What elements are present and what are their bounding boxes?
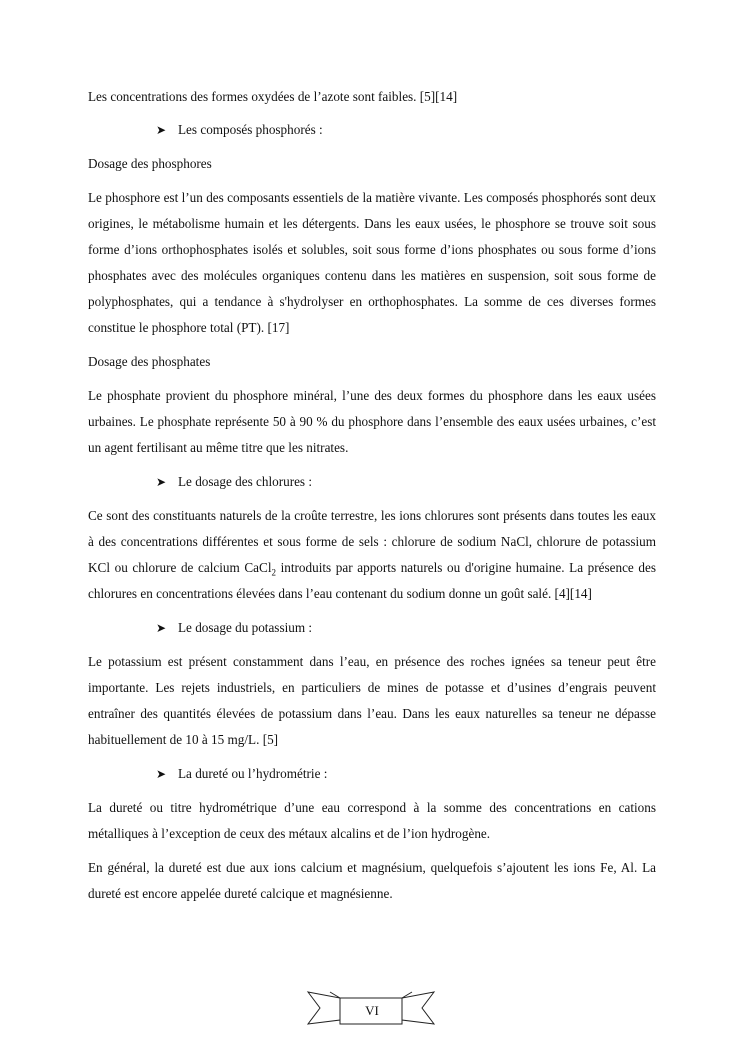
chlorures-subscript: 2 — [271, 567, 276, 578]
page-content — [88, 84, 656, 915]
page-footer — [306, 988, 436, 1028]
paragraph-phosphore: Le phosphore est l’un des composants essentiels de la matière vivante. Les composés phosphorés sont deux origines, le métabolisme humain et les détergents. Dans les eaux usées, le phosphore se trouve soit sous forme d’ions orthophosphates isolés et solubles, soit sous forme d’ions phosphates ou sous forme d’ions phosphates avec des molécules organiques contenu dans les matières en suspension, soit sous forme de polyphosphates, qui a tendance à s'hydrolyser en orthophosphates. La somme de ces diverses formes constitue le phosphore total (PT). [17] — [88, 190, 656, 335]
bullet-label: La dureté ou l’hydrométrie : — [178, 766, 328, 781]
heading-dosage-phosphores: Dosage des phosphores — [88, 156, 212, 171]
chlorures-text-a: Ce sont des constituants naturels de la croûte terrestre, les ions chlorures sont présents dans toutes les eaux à des concentrations différentes et sous forme de sels : chlorure de sodium NaCl, chlorure de potassium KCl ou chlorure de calcium CaCl — [88, 508, 656, 575]
arrow-bullet-icon: ➤ — [156, 123, 167, 137]
arrow-bullet-icon: ➤ — [156, 621, 167, 635]
bullet-potassium — [88, 615, 656, 641]
page-number: VI — [365, 1003, 379, 1018]
arrow-bullet-icon: ➤ — [156, 475, 167, 489]
bullet-chlorures — [88, 469, 656, 495]
heading-dosage-phosphates: Dosage des phosphates — [88, 354, 211, 369]
paragraph-durete: La dureté ou titre hydrométrique d’une eau correspond à la somme des concentrations en cations métalliques à l’exception de ceux des métaux alcalins et de l’ion hydrogène. — [88, 800, 656, 841]
bullet-durete — [88, 761, 656, 787]
chlorures-text-b: introduits par apports naturels ou d'origine humaine. La présence des chlorures en concentrations élevées dans l’eau contenant du sodium donne un goût salé. [4][14] — [88, 560, 656, 601]
bullet-phosphores — [88, 117, 656, 143]
bullet-label: Le dosage des chlorures : — [178, 474, 313, 489]
bullet-label: Les composés phosphorés : — [178, 122, 323, 137]
paragraph-general: En général, la dureté est due aux ions calcium et magnésium, quelquefois s’ajoutent les ions Fe, Al. La dureté est encore appelée dureté calcique et magnésienne. — [88, 860, 656, 901]
paragraph-potassium: Le potassium est présent constamment dans l’eau, en présence des roches ignées sa teneur peut être importante. Les rejets industriels, en particuliers de mines de potasse et d’usines d’engrais peuvent entraîner des quantités élevées de potassium dans l’eau. Dans les eaux naturelles sa teneur ne dépasse habituellement de 10 à 15 mg/L. [5] — [88, 654, 656, 747]
paragraph-chlorures — [88, 503, 656, 607]
arrow-bullet-icon: ➤ — [156, 767, 167, 781]
paragraph-phosphates: Le phosphate provient du phosphore minéral, l’une des deux formes du phosphore dans les eaux usées urbaines. Le phosphate représente 50 à 90 % du phosphore dans l’ensemble des eaux usées urbaines, c’est un agent fertilisant au même titre que les nitrates. — [88, 388, 656, 455]
paragraph-oxydes: Les concentrations des formes oxydées de l’azote sont faibles. [5][14] — [88, 89, 458, 104]
bullet-label: Le dosage du potassium : — [178, 620, 313, 635]
